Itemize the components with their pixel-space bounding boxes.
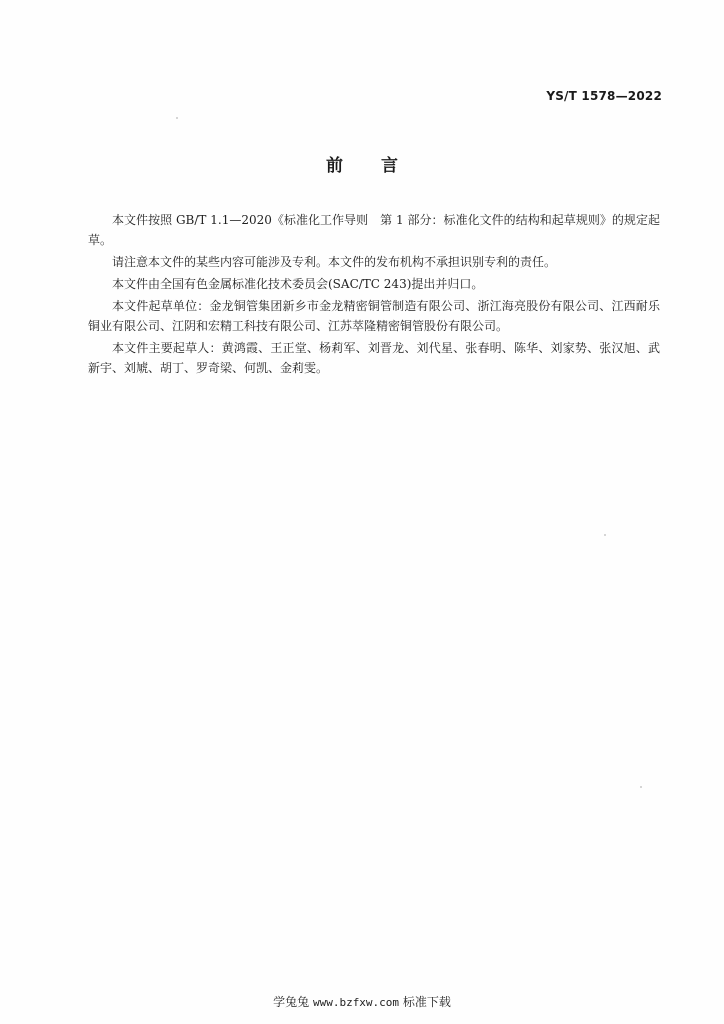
section-title: 前言 bbox=[326, 156, 436, 176]
foreword-body bbox=[88, 210, 660, 380]
footer-watermark bbox=[0, 993, 724, 1010]
scan-speck bbox=[176, 117, 178, 119]
footer-site-link[interactable]: www.bzfxw.com bbox=[312, 996, 400, 1009]
paragraph-drafting-units: 本文件起草单位：金龙铜管集团新乡市金龙精密铜管制造有限公司、浙江海亮股份有限公司、江西耐乐铜业有限公司、江阴和宏精工科技有限公司、江苏萃隆精密铜管股份有限公司。 bbox=[88, 299, 660, 333]
paragraph-drafters: 本文件主要起草人：黄鸿霞、王正堂、杨莉军、刘晋龙、刘代星、张春明、陈华、刘家势、张汉旭、武新宇、刘虓、胡丁、罗奇梁、何凯、金莉雯。 bbox=[88, 341, 660, 375]
paragraph-proposer: 本文件由全国有色金属标准化技术委员会(SAC/TC 243)提出并归口。 bbox=[112, 277, 484, 291]
footer-suffix: 标准下载 bbox=[402, 995, 451, 1009]
footer-prefix: 学兔兔 bbox=[273, 995, 310, 1009]
document-code: YS/T 1578—2022 bbox=[546, 89, 662, 103]
paragraph-drafting-basis: 本文件按照 GB/T 1.1—2020《标准化工作导则 第 1 部分：标准化文件的结构和起草规则》的规定起草。 bbox=[88, 213, 660, 247]
scan-speck bbox=[640, 786, 642, 788]
scan-speck bbox=[604, 534, 606, 536]
paragraph-patent-notice: 请注意本文件的某些内容可能涉及专利。本文件的发布机构不承担识别专利的责任。 bbox=[112, 255, 557, 269]
